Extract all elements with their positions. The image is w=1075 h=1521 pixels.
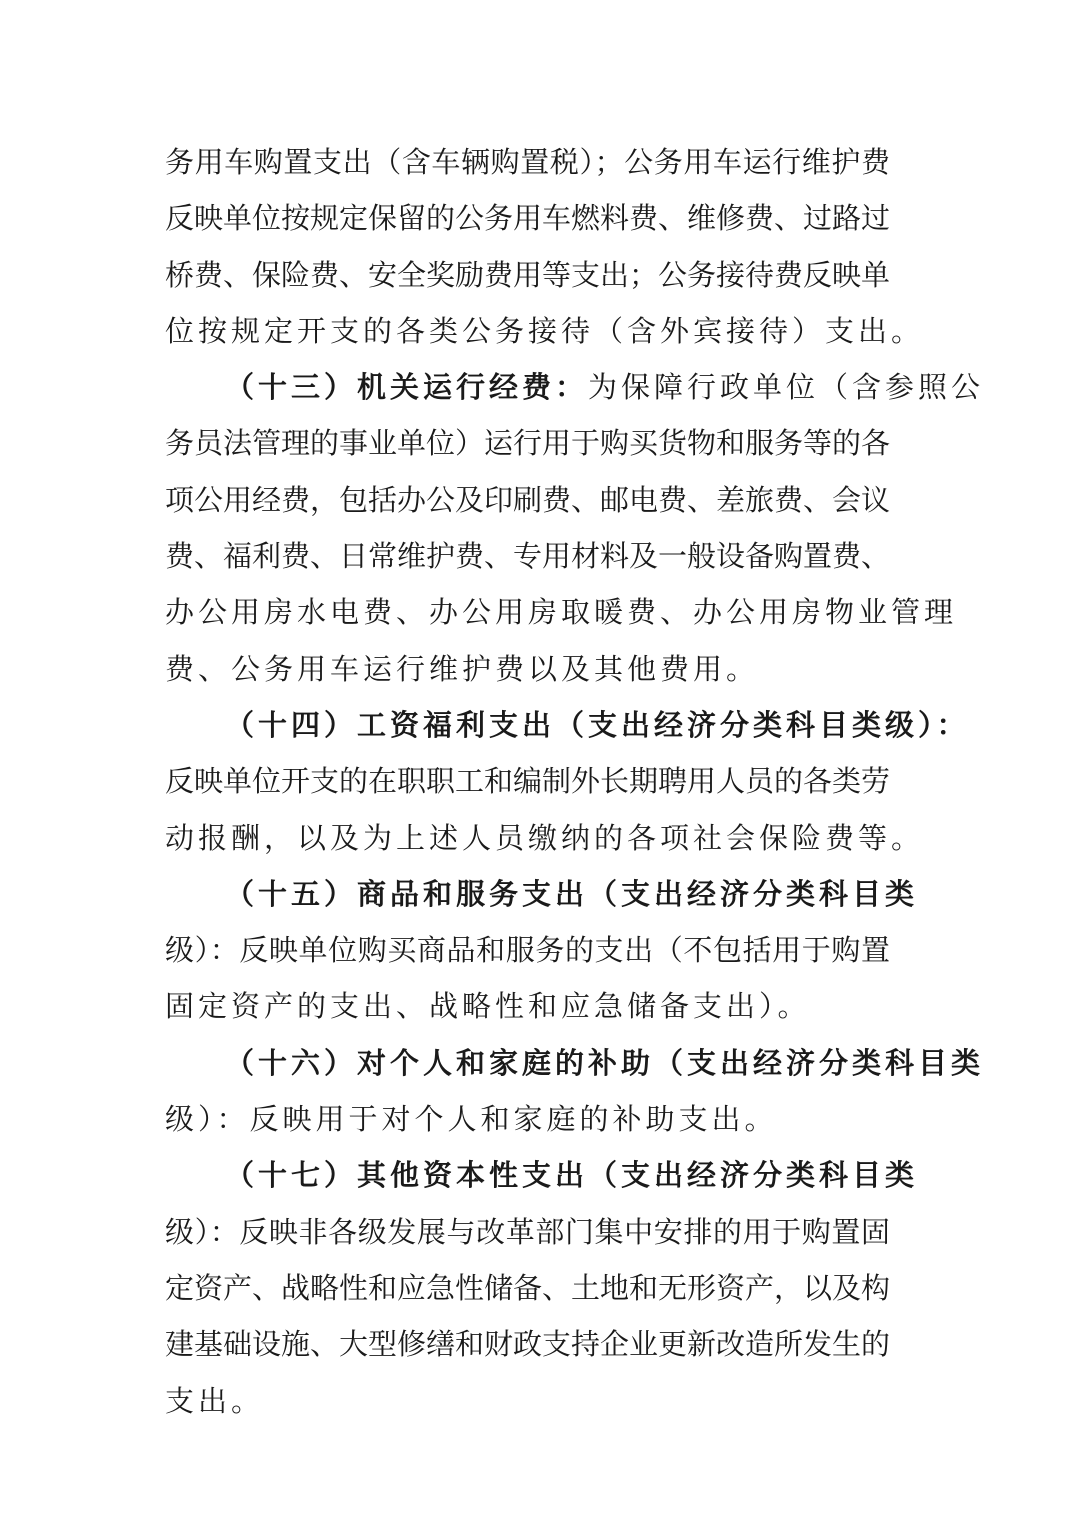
section-15-heading: （十五）商品和服务支出（支出经济分类科目类 [225,876,919,911]
body-line: 费、公务用车运行维护费以及其他费用。 [165,651,760,686]
body-line: 反映单位开支的在职职工和编制外长期聘用人员的各类劳 [165,764,891,799]
body-line: 级）：反映单位购买商品和服务的支出（不包括用于购置 [165,933,890,968]
body-line: 桥费、保险费、安全奖励费用等支出；公务接待费反映单 [165,257,891,292]
body-line: 固定资产的支出、战略性和应急储备支出）。 [165,989,811,1024]
document-body [165,134,985,1429]
body-line: 费、福利费、日常维护费、专用材料及一般设备购置费、 [165,539,891,574]
section-14-heading: （十四）工资福利支出（支出经济分类科目类级）： [225,707,970,742]
body-line: 级）：反映非各级发展与改革部门集中安排的用于购置固 [165,1214,890,1249]
body-line: 支出。 [165,1383,265,1418]
body-line: 务员法管理的事业单位）运行用于购买货物和服务等的各 [165,426,891,461]
section-16-heading: （十六）对个人和家庭的补助（支出经济分类科目类 [225,1045,985,1080]
section-17-heading: （十七）其他资本性支出（支出经济分类科目类 [225,1158,919,1193]
body-line: 级）：反映用于对个人和家庭的补助支出。 [165,1102,778,1137]
section-13-heading: （十三）机关运行经费： [225,370,589,405]
body-line: 反映单位按规定保留的公务用车燃料费、维修费、过路过 [165,201,891,236]
section-15-first-line [165,866,919,922]
body-line: 定资产、战略性和应急性储备、土地和无形资产，以及构 [165,1270,891,1305]
body-line: 建基础设施、大型修缮和财政支持企业更新改造所发生的 [165,1327,891,1362]
body-line: 位按规定开支的各类公务接待（含外宾接待）支出。 [165,313,925,348]
section-13-first-line [165,359,985,415]
body-line: 动报酬，以及为上述人员缴纳的各项社会保险费等。 [165,820,925,855]
section-16-first-line [165,1035,985,1091]
section-14-first-line [165,697,970,753]
body-line: 务用车购置支出（含车辆购置税）；公务用车运行维护费 [165,145,890,179]
section-13-text: 为保障行政单位（含参照公 [588,370,985,405]
section-17-first-line [165,1147,919,1203]
body-line: 办公用房水电费、办公用房取暖费、办公用房物业管理 [165,595,958,630]
body-line: 项公用经费，包括办公及印刷费、邮电费、差旅费、会议 [165,482,891,517]
